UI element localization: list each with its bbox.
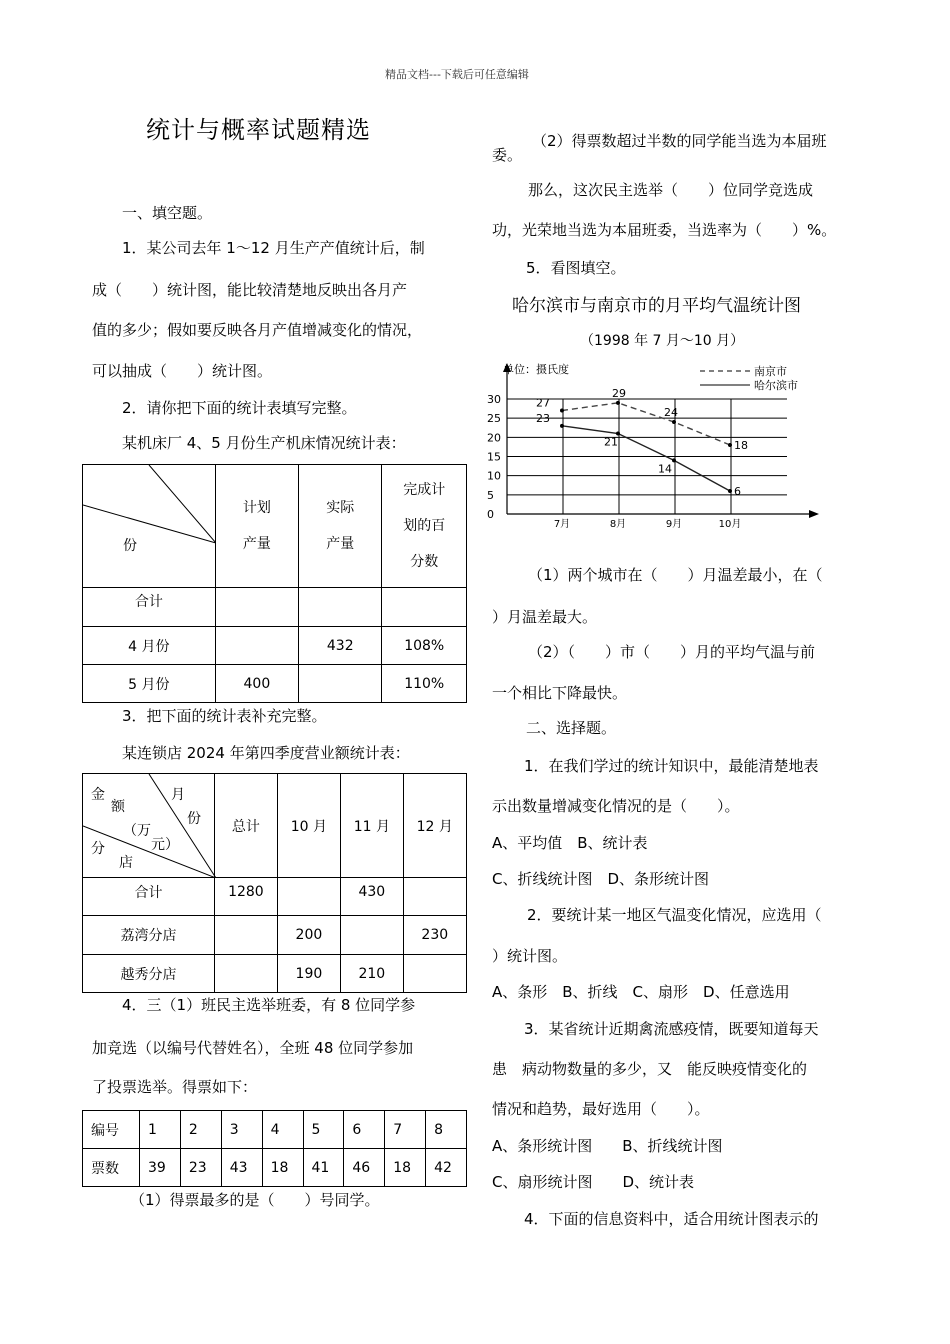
y-tick-label: 20 xyxy=(487,431,501,445)
data-point xyxy=(560,424,564,428)
x-tick-label: 8月 xyxy=(609,519,627,530)
choice-1-options: C、折线统计图 D、条形统计图 xyxy=(492,870,710,888)
x-tick-label: 10月 xyxy=(718,519,742,530)
x-tick-label: 7月 xyxy=(553,519,571,530)
data-label: 18 xyxy=(734,439,748,452)
question-4-sub-1: （1）得票最多的是（ ）号同学。 xyxy=(130,1191,380,1209)
chart-subtitle: （1998 年 7 月～10 月） xyxy=(580,333,745,349)
data-label: 14 xyxy=(658,462,672,476)
page-header: 精品文档---下载后可任意编辑 xyxy=(385,68,529,81)
column-header: 10 月 xyxy=(277,774,340,878)
legend-label: 哈尔滨市 xyxy=(754,379,798,392)
table-row: 荔湾分店 200 230 xyxy=(83,916,467,955)
question-5: 5．看图填空。 xyxy=(526,259,626,277)
series-line xyxy=(562,403,730,445)
x-axis-arrow xyxy=(809,510,819,518)
question-1-line: 成（ ）统计图，能比较清楚地反映出各月产 xyxy=(92,281,408,299)
section-fill-blank: 一、填空题。 xyxy=(122,204,213,222)
data-point xyxy=(560,409,564,413)
choice-2-options: A、条形 B、折线 C、扇形 D、任意选用 xyxy=(492,983,790,1001)
legend-label: 南京市 xyxy=(754,365,787,378)
y-tick-label: 30 xyxy=(487,393,501,406)
column-header: 总计 xyxy=(215,774,278,878)
y-tick-label: 5 xyxy=(487,488,494,502)
question-5-sub-2: （2）（ ）市（ ）月的平均气温与前 xyxy=(528,643,816,661)
question-5-sub-1: （1）两个城市在（ ）月温差最小，在（ xyxy=(528,566,823,584)
x-tick-label: 9月 xyxy=(665,519,683,530)
column-header-percent: 完成计 划的百 分数 xyxy=(382,465,467,588)
temperature-line-chart xyxy=(482,357,832,532)
vote-table xyxy=(82,1110,467,1187)
data-label: 6 xyxy=(734,485,741,498)
chart-title: 哈尔滨市与南京市的月平均气温统计图 xyxy=(512,296,801,316)
machine-production-table xyxy=(82,464,467,703)
page-title: 统计与概率试题精选 xyxy=(146,116,371,144)
column-header-actual: 实际 产量 xyxy=(299,465,382,588)
choice-3-line: 患 病动物数量的多少，又 能反映疫情变化的 xyxy=(492,1060,808,1078)
choice-1-options: A、平均值 B、统计表 xyxy=(492,834,648,852)
choice-1-line: 示出数量增减变化情况的是（ ）。 xyxy=(492,797,740,815)
y-tick-label: 15 xyxy=(487,450,501,464)
question-4-line: 了投票选举。得票如下： xyxy=(92,1078,258,1096)
column-header: 11 月 xyxy=(341,774,403,878)
column-header-planned: 计划 产量 xyxy=(215,465,298,588)
data-point xyxy=(672,420,676,424)
table1-caption: 某机床厂 4、5 月份生产机床情况统计表： xyxy=(122,434,406,452)
question-1-line: 1．某公司去年 1～12 月生产产值统计后，制 xyxy=(122,239,425,257)
choice-3-line: 情况和趋势，最好选用（ ）。 xyxy=(492,1100,710,1118)
store-revenue-table xyxy=(82,773,467,993)
table-row: 票数 39 23 43 18 41 46 18 42 xyxy=(83,1149,467,1187)
question-5-sub-2: 一个相比下降最快。 xyxy=(492,684,628,702)
question-2: 2．请你把下面的统计表填写完整。 xyxy=(122,399,357,417)
data-point xyxy=(672,458,676,462)
data-label: 24 xyxy=(664,406,678,419)
choice-2-line: 2．要统计某一地区气温变化情况，应选用（ xyxy=(527,906,822,924)
data-point xyxy=(728,443,732,447)
question-4-sub-2: （2）得票数超过半数的同学能当选为本届班 xyxy=(532,132,827,150)
data-point xyxy=(728,489,732,493)
choice-3-options: A、条形统计图 B、折线统计图 xyxy=(492,1137,723,1155)
choice-3-options: C、扇形统计图 D、统计表 xyxy=(492,1173,695,1191)
question-4-sub-3: 那么，这次民主选举（ ）位同学竞选成 xyxy=(528,181,814,199)
table-row: 合计 1280 430 xyxy=(83,878,467,916)
question-4-sub-3: 功，光荣地当选为本届班委，当选率为（ ）%。 xyxy=(492,221,837,239)
choice-4-line: 4．下面的信息资料中，适合用统计图表示的 xyxy=(524,1210,819,1228)
table-row: 4 月份 432 108% xyxy=(83,627,467,665)
question-1-line: 可以抽成（ ）统计图。 xyxy=(92,362,273,380)
y-axis-label: 单位：摄氏度 xyxy=(503,363,569,376)
data-label: 21 xyxy=(604,435,618,449)
data-label: 23 xyxy=(536,411,550,425)
y-tick-label: 25 xyxy=(487,412,501,426)
corner-label: 份 xyxy=(123,538,137,554)
question-4-line: 4．三（1）班民主选举班委，有 8 位同学参 xyxy=(122,996,416,1014)
table2-caption: 某连锁店 2024 年第四季度营业额统计表： xyxy=(122,744,410,762)
section-multiple-choice: 二、选择题。 xyxy=(526,719,617,737)
table-row: 5 月份 400 110% xyxy=(83,665,467,703)
choice-3-line: 3．某省统计近期禽流感疫情，既要知道每天 xyxy=(524,1020,819,1038)
column-header: 12 月 xyxy=(403,774,466,878)
data-label: 29 xyxy=(612,386,626,400)
question-3: 3．把下面的统计表补充完整。 xyxy=(122,707,327,725)
y-tick-label: 10 xyxy=(487,469,501,483)
table-corner-cell: 金 额 （万 元） 月 份 分 店 xyxy=(83,774,215,878)
table-row: 编号 1 2 3 4 5 6 7 8 xyxy=(83,1111,467,1149)
y-tick-label: 0 xyxy=(487,508,494,521)
table-corner-cell xyxy=(83,465,216,588)
question-1-line: 值的多少；假如要反映各月产值增减变化的情况， xyxy=(92,321,423,339)
table-row: 越秀分店 190 210 xyxy=(83,955,467,993)
question-4-line: 加竞选（以编号代替姓名），全班 48 位同学参加 xyxy=(92,1039,414,1057)
table-row: 合计 xyxy=(83,588,467,627)
choice-1-line: 1．在我们学过的统计知识中，最能清楚地表 xyxy=(524,757,819,775)
data-label: 27 xyxy=(536,396,550,410)
choice-2-line: ）统计图。 xyxy=(492,947,568,965)
series-line xyxy=(562,426,730,491)
question-4-sub-2: 委。 xyxy=(492,146,523,164)
question-5-sub-1: ）月温差最大。 xyxy=(492,608,598,626)
data-point xyxy=(616,401,620,405)
